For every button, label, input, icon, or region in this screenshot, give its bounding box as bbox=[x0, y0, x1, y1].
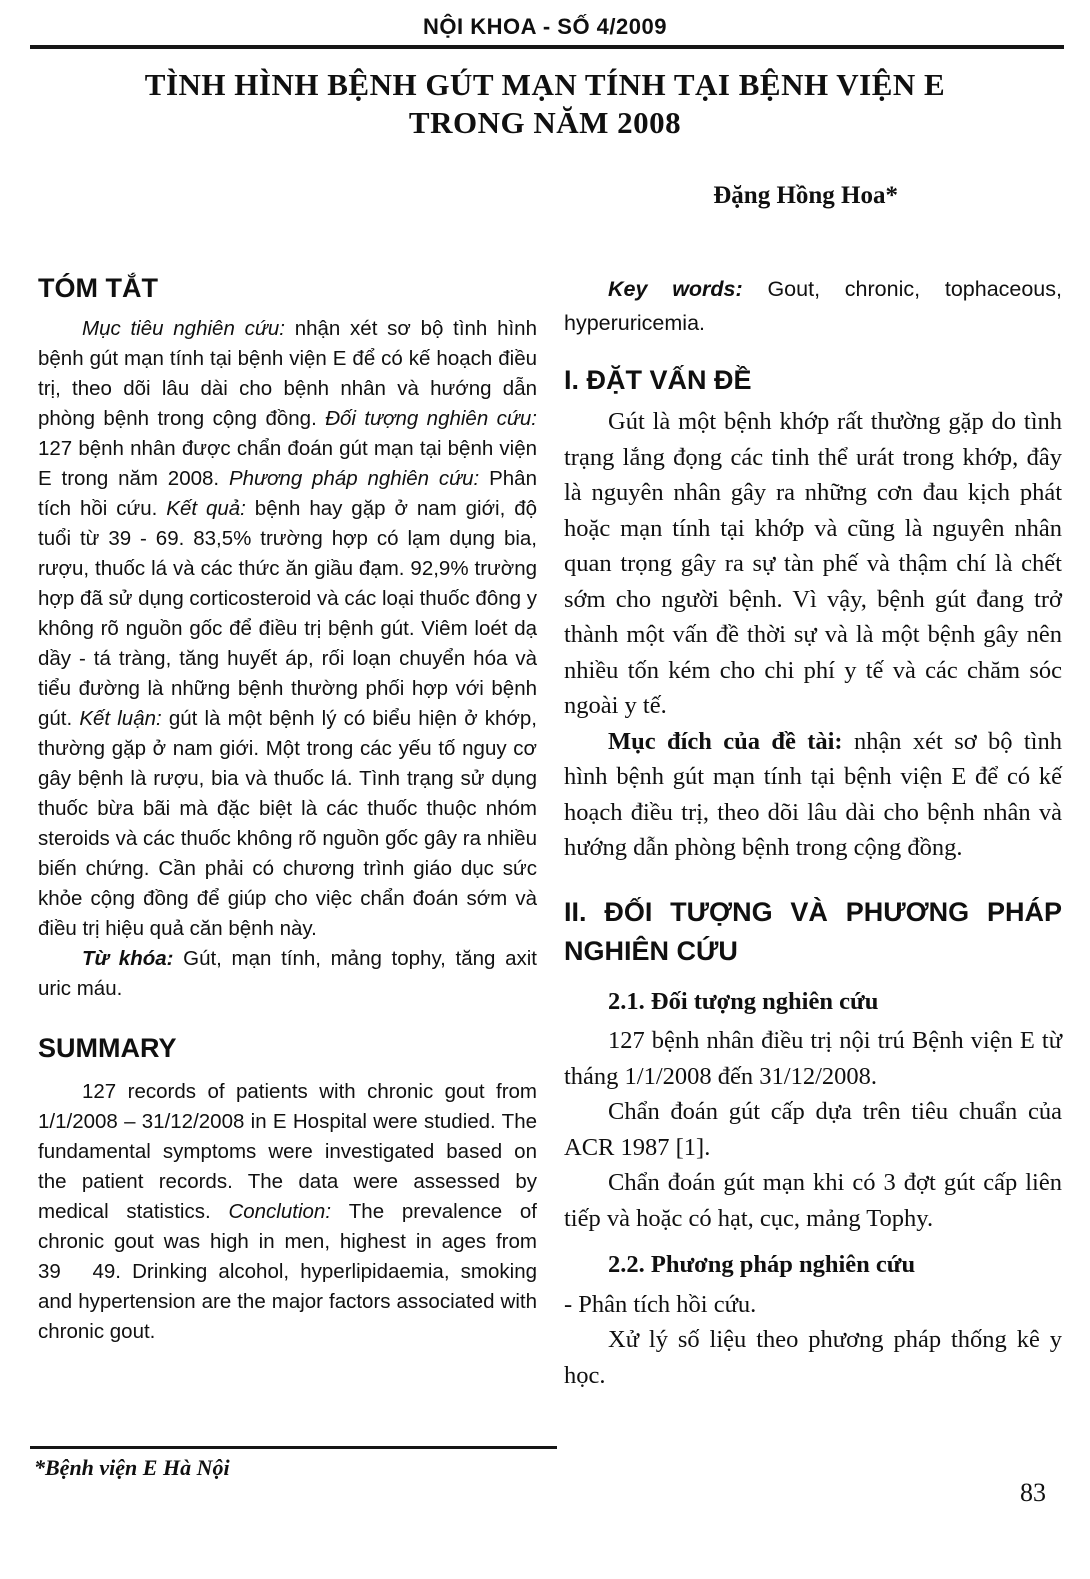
abstract-heading: TÓM TẮT bbox=[38, 273, 158, 303]
section2-heading: II. ĐỐI TƯỢNG VÀ PHƯƠNG PHÁP NGHIÊN CỨU bbox=[564, 896, 1062, 966]
journal-header: NỘI KHOA - SỐ 4/2009 bbox=[423, 14, 667, 39]
keywords-english: Key words: Gout, chronic, tophaceous, hyperuricemia. bbox=[564, 277, 1062, 335]
statistics-paragraph: Xử lý số liệu theo phương pháp thống kê y học. bbox=[564, 1326, 1062, 1389]
keywords-vietnamese: Từ khóa: Gút, mạn tính, mảng tophy, tăng axit uric máu. bbox=[38, 947, 537, 1000]
article-title-line1: TÌNH HÌNH BỆNH GÚT MẠN TÍNH TẠI BỆNH VIỆN E bbox=[144, 67, 946, 102]
purpose-paragraph: Mục đích của đề tài: nhận xét sơ bộ tình hình bệnh gút mạn tính tại bệnh viện E để có kế hoạch điều trị, theo dõi lâu dài cho bệnh nhân và hướng dẫn phòng bệnh trong cộng đồng. bbox=[564, 727, 1062, 861]
header-rule bbox=[30, 45, 1064, 49]
section1-heading: I. ĐẶT VẤN ĐỀ bbox=[564, 365, 752, 395]
summary-paragraph: 127 records of patients with chronic gout from 1/1/2008 – 31/12/2008 in E Hospital were studied. The fundamental symptoms were investigated based on the patient records. The data were assessed by medical statistics. Conclution: The prevalence of chronic gout was high in men, highest in ages from 39 49. Drinking alcohol, hyperlipidaemia, smoking and hypertension are the major factors associated with chronic gout. bbox=[38, 1080, 538, 1343]
summary-heading: SUMMARY bbox=[38, 1033, 177, 1063]
two-column-body bbox=[38, 272, 1062, 1393]
page-number: 83 bbox=[1020, 1478, 1046, 1507]
chronic-gout-criteria-paragraph: Chẩn đoán gút mạn khi có 3 đợt gút cấp liên tiếp và hoặc có hạt, cục, mảng Tophy. bbox=[564, 1169, 1062, 1232]
intro-paragraph: Gút là một bệnh khớp rất thường gặp do tình trạng lắng đọng các tinh thể urát trong khớp, đây là nguyên nhân gây ra những cơn đau kịch phát hoặc mạn tính tại khớp và cũng là nguyên nhân quan trọng gây ra sự tàn phế và thậm chí là chết sớm cho người bệnh. Vì vậy, bệnh gút đang trở thành một vấn đề thời sự và là một bệnh gây nên nhiều tốn kém cho chi phí y tế và các chăm sóc ngoài y tế. bbox=[564, 408, 1062, 719]
left-column bbox=[38, 272, 537, 1347]
subsection-2-2-heading: 2.2. Phương pháp nghiên cứu bbox=[608, 1251, 916, 1278]
abstract-paragraph: Mục tiêu nghiên cứu: nhận xét sơ bộ tình hình bệnh gút mạn tính tại bệnh viện E để có kế hoạch điều trị, theo dõi lâu dài cho bệnh nhân và hướng dẫn phòng bệnh trong cộng đồng. Đối tượng nghiên cứu: 127 bệnh nhân được chẩn đoán gút mạn tại bệnh viện E trong năm 2008. Phương pháp nghiên cứu: Phân tích hồi cứu. Kết quả: bệnh hay gặp ở nam giới, độ tuổi từ 39 - 69. 83,5% trường hợp có lạm dụng bia, rượu, thuốc lá và các thức ăn giầu đạm. 92,9% trường hợp đã sử dụng corticosteroid và các loại thuốc đông y không rõ nguồn gốc để điều trị bệnh gút. Viêm loét dạ dầy - tá tràng, tăng huyết áp, rối loạn chuyển hóa và tiểu đường là những bệnh thường phối hợp với bệnh gút. Kết luận: gút là một bệnh lý có biểu hiện ở khớp, thường gặp ở nam giới. Một trong các yếu tố nguy cơ gây bệnh là rượu, bia và thuốc lá. Tình trạng sử dụng thuốc bừa bãi mà đặc biệt là các thuốc thuộc nhóm steroids và các thuốc không rõ nguồn gốc gây ra nhiều biến chứng. Cần phải có chương trình giáo dục sức khỏe cộng đồng để giúp cho việc chẩn đoán sớm và điều trị hiệu quả căn bệnh này. bbox=[38, 317, 538, 940]
footnote-rule bbox=[30, 1446, 557, 1449]
subsection-2-1-heading: 2.1. Đối tượng nghiên cứu bbox=[608, 987, 879, 1015]
article-title bbox=[0, 66, 1090, 142]
acute-gout-criteria-paragraph: Chẩn đoán gút cấp dựa trên tiêu chuẩn của ACR 1987 [1]. bbox=[564, 1098, 1062, 1161]
retrospective-analysis-paragraph: - Phân tích hồi cứu. bbox=[564, 1290, 757, 1318]
right-column bbox=[564, 272, 1062, 1393]
author-name: Đặng Hồng Hoa* bbox=[713, 182, 898, 209]
patients-paragraph: 127 bệnh nhân điều trị nội trú Bệnh viện E từ tháng 1/1/2008 đến 31/12/2008. bbox=[564, 1027, 1062, 1090]
footnote: *Bệnh viện E Hà Nội bbox=[34, 1455, 230, 1480]
article-title-line2: TRONG NĂM 2008 bbox=[408, 105, 682, 140]
